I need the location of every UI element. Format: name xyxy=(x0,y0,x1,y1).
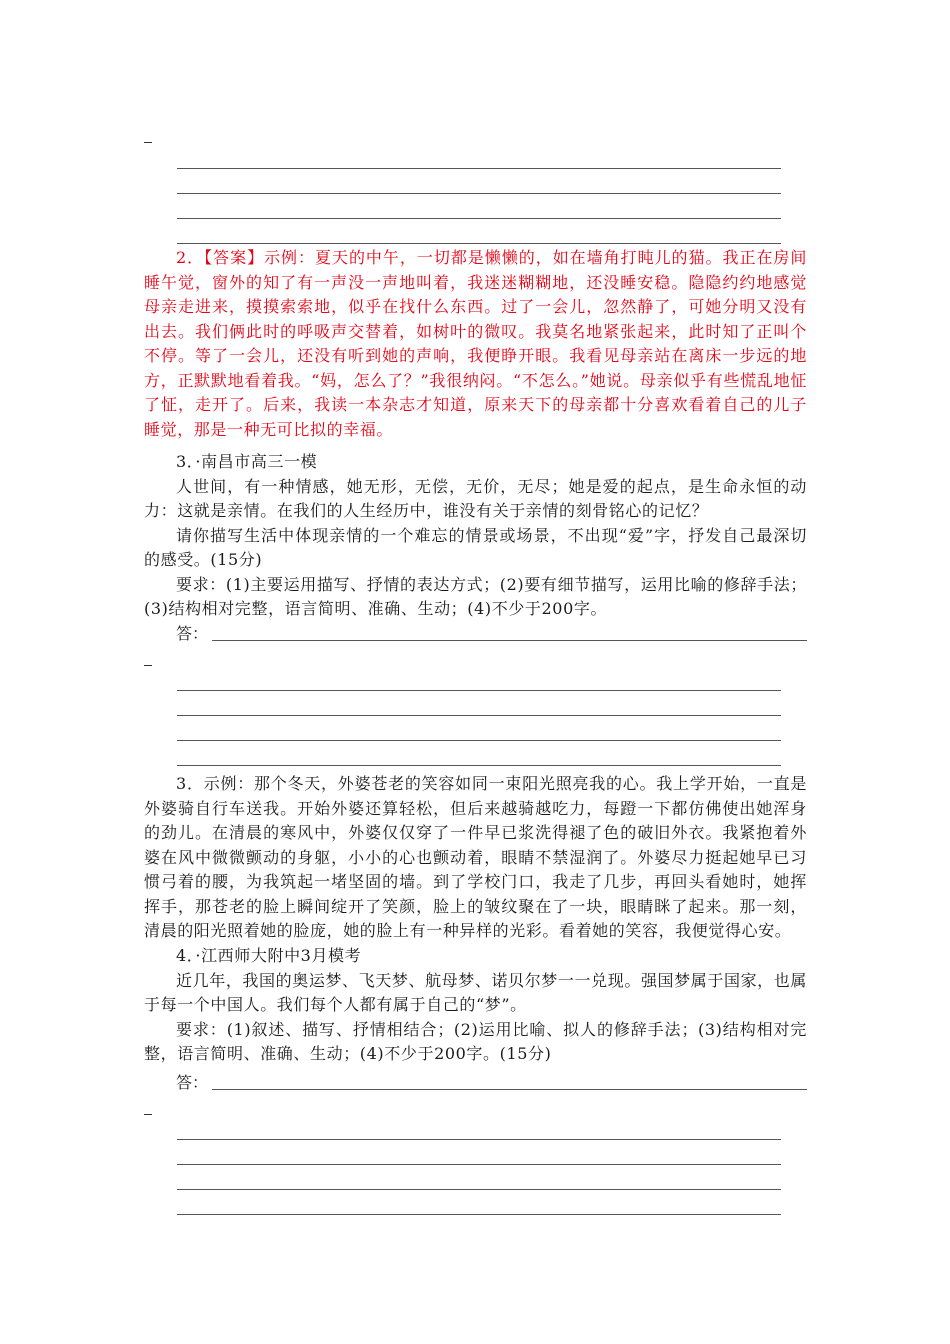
question-3-requirements: 要求：(1)主要运用描写、抒情的表达方式；(2)要有细节描写，运用比喻的修辞手法；(3)结构相对完整，语言简明、准确、生动；(4)不少于200字。 xyxy=(144,574,807,618)
question-4-answer-label: 答： xyxy=(176,1073,209,1092)
line-dash xyxy=(144,665,152,666)
question-4-header: 4．·江西师大附中3月模考 xyxy=(176,946,362,965)
answer-line[interactable] xyxy=(177,1189,781,1190)
answer-line xyxy=(177,168,781,169)
line-dash xyxy=(144,142,152,143)
answer-line[interactable] xyxy=(212,640,807,641)
answer-2-text: 示例：夏天的中午，一切都是懒懒的，如在墙角打盹儿的猫。我正在房间睡午觉，窗外的知了有一声没一声地叫着，我迷迷糊糊地，还没睡安稳。隐隐约约地感觉母亲走进来，摸摸索索地，似乎在找什么东西。过了一会儿，忽然静了，可她分明又没有出去。我们俩此时的呼吸声交替着，如树叶的微叹。我莫名地紧张起来，此时知了正叫个不停。等了一会儿，还没有听到她的声响，我便睁开眼。我看见母亲站在离床一步远的地方，正默默地看着我。“妈，怎么了？”我很纳闷。“不怎么。”她说。母亲似乎有些慌乱地怔了怔，走开了。后来，我读一本杂志才知道，原来天下的母亲都十分喜欢看着自己的儿子睡觉，那是一种无可比拟的幸福。 xyxy=(144,248,808,439)
question-3-paragraph-2: 请你描写生活中体现亲情的一个难忘的情景或场景，不出现“爱”字，抒发自己最深切的感受。(15分) xyxy=(144,525,807,569)
answer-line[interactable] xyxy=(177,1214,781,1215)
answer-line[interactable] xyxy=(177,740,781,741)
question-3-block xyxy=(144,450,807,622)
answer-line[interactable] xyxy=(177,1164,781,1165)
question-4-paragraph-1: 近几年，我国的奥运梦、飞天梦、航母梦、诺贝尔梦一一兑现。强国梦属于国家，也属于每一个中国人。我们每个人都有属于自己的“梦”。 xyxy=(144,970,807,1014)
answer-line[interactable] xyxy=(177,765,781,766)
line-dash xyxy=(144,1114,152,1115)
answer-line[interactable] xyxy=(177,1139,781,1140)
answer-3-block xyxy=(144,772,807,944)
question-3-answer-label: 答： xyxy=(176,624,209,643)
answer-line[interactable] xyxy=(212,1089,807,1090)
question-3-header: 3．·南昌市高三一模 xyxy=(176,452,318,471)
answer-line[interactable] xyxy=(177,690,781,691)
question-4-block xyxy=(144,944,807,1067)
answer-3-text: 3．示例：那个冬天，外婆苍老的笑容如同一束阳光照亮我的心。我上学开始，一直是外婆骑自行车送我。开始外婆还算轻松，但后来越骑越吃力，每蹬一下都仿佛使出她浑身的劲儿。在清晨的寒风中，外婆仅仅穿了一件早已浆洗得褪了色的破旧外衣。我紧抱着外婆在风中微微颤动的身躯，小小的心也颤动着，眼睛不禁湿润了。外婆尽力挺起她早已习惯弓着的腰，为我筑起一堵坚固的墙。到了学校门口，我走了几步，再回头看她时，她挥挥手，那苍老的脸上瞬间绽开了笑颜，脸上的皱纹聚在了一块，眼睛眯了起来。那一刻，清晨的阳光照着她的脸庞，她的脸上有一种异样的光彩。看着她的笑容，我便觉得心安。 xyxy=(144,774,807,940)
answer-line xyxy=(177,243,781,244)
answer-2-block xyxy=(144,246,807,442)
question-4-requirements: 要求：(1)叙述、描写、抒情相结合；(2)运用比喻、拟人的修辞手法；(3)结构相对完整，语言简明、准确、生动；(4)不少于200字。(15分) xyxy=(144,1019,807,1063)
answer-line xyxy=(177,193,781,194)
answer-line[interactable] xyxy=(177,715,781,716)
answer-2-label: 2．【答案】 xyxy=(176,248,265,267)
question-3-paragraph-1: 人世间，有一种情感，她无形，无偿，无价，无尽；她是爱的起点，是生命永恒的动力：这就是亲情。在我们的人生经历中，谁没有关于亲情的刻骨铭心的记忆？ xyxy=(144,476,807,520)
answer-line xyxy=(177,218,781,219)
